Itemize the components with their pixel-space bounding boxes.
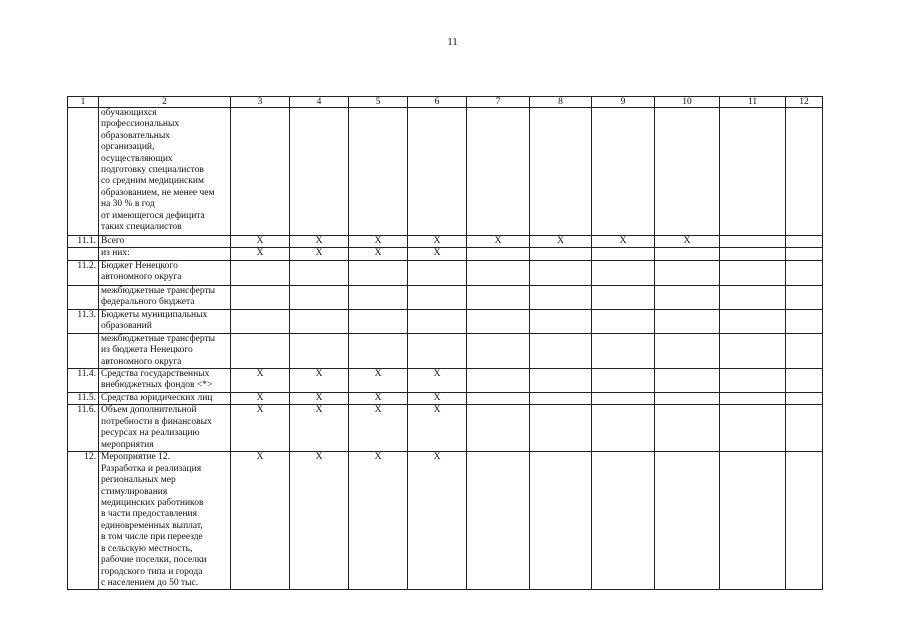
cell-col-6 — [408, 309, 467, 333]
cell-col-7 — [467, 285, 530, 309]
cell-col-3: X — [231, 452, 290, 590]
cell-col-6 — [408, 108, 467, 236]
cell-col-3 — [231, 285, 290, 309]
page-number: 11 — [447, 36, 458, 48]
cell-col-9 — [592, 260, 655, 285]
row-number: 11.1. — [68, 236, 99, 248]
cell-col-4: X — [290, 405, 349, 452]
table-row — [68, 393, 823, 405]
cell-col-11 — [720, 452, 786, 590]
cell-col-6: X — [408, 236, 467, 248]
cell-col-11 — [720, 285, 786, 309]
cell-col-10 — [655, 260, 720, 285]
cell-col-9 — [592, 285, 655, 309]
cell-col-3 — [231, 108, 290, 236]
row-description: Объем дополнительной потребности в финансовых ресурсах на реализацию мероприятия — [99, 405, 231, 452]
row-number: 12. — [68, 452, 99, 590]
cell-col-6 — [408, 333, 467, 368]
cell-col-7 — [467, 393, 530, 405]
cell-col-3: X — [231, 369, 290, 393]
cell-col-4 — [290, 108, 349, 236]
cell-col-3: X — [231, 236, 290, 248]
table-row — [68, 260, 823, 285]
cell-col-6 — [408, 285, 467, 309]
column-header-1: 1 — [68, 97, 99, 108]
row-number: 11.3. — [68, 309, 99, 333]
cell-col-8 — [530, 260, 592, 285]
cell-col-11 — [720, 333, 786, 368]
cell-col-7 — [467, 405, 530, 452]
cell-col-3 — [231, 333, 290, 368]
cell-col-6 — [408, 260, 467, 285]
cell-col-12 — [786, 333, 823, 368]
cell-col-8 — [530, 405, 592, 452]
row-description: из них: — [99, 248, 231, 260]
cell-col-9 — [592, 108, 655, 236]
table-row — [68, 309, 823, 333]
cell-col-7 — [467, 333, 530, 368]
cell-col-6: X — [408, 369, 467, 393]
cell-col-11 — [720, 309, 786, 333]
cell-col-5: X — [349, 236, 408, 248]
cell-col-8 — [530, 285, 592, 309]
cell-col-10 — [655, 405, 720, 452]
row-description: Всего — [99, 236, 231, 248]
cell-col-10 — [655, 369, 720, 393]
cell-col-9 — [592, 248, 655, 260]
cell-col-8 — [530, 452, 592, 590]
cell-col-4: X — [290, 248, 349, 260]
cell-col-4 — [290, 333, 349, 368]
cell-col-5 — [349, 285, 408, 309]
row-number: 11.5. — [68, 393, 99, 405]
cell-col-3 — [231, 309, 290, 333]
cell-col-7 — [467, 260, 530, 285]
row-description: Бюджеты муниципальных образований — [99, 309, 231, 333]
column-header-5: 5 — [349, 97, 408, 108]
cell-col-9 — [592, 393, 655, 405]
cell-col-4 — [290, 260, 349, 285]
cell-col-11 — [720, 260, 786, 285]
cell-col-6: X — [408, 248, 467, 260]
cell-col-5 — [349, 309, 408, 333]
cell-col-6: X — [408, 405, 467, 452]
row-description: Средства юридических лиц — [99, 393, 231, 405]
cell-col-3: X — [231, 393, 290, 405]
column-header-3: 3 — [231, 97, 290, 108]
cell-col-5: X — [349, 369, 408, 393]
cell-col-9 — [592, 333, 655, 368]
cell-col-7 — [467, 309, 530, 333]
cell-col-12 — [786, 260, 823, 285]
cell-col-12 — [786, 248, 823, 260]
cell-col-10 — [655, 248, 720, 260]
cell-col-8 — [530, 393, 592, 405]
cell-col-7: X — [467, 236, 530, 248]
column-header-8: 8 — [530, 97, 592, 108]
cell-col-4: X — [290, 369, 349, 393]
row-description: Бюджет Ненецкого автономного округа — [99, 260, 231, 285]
table-body — [68, 97, 823, 590]
row-number — [68, 248, 99, 260]
cell-col-7 — [467, 369, 530, 393]
table-row — [68, 333, 823, 368]
cell-col-4: X — [290, 452, 349, 590]
row-description: Мероприятие 12. Разработка и реализация региональных мер стимулирования медицинских работников в части предоставления единовременных выплат, в том числе при переезде в сельскую местность, рабочие поселки, поселки городского типа и города с населением до 50 тыс. — [99, 452, 231, 590]
cell-col-12 — [786, 405, 823, 452]
cell-col-5 — [349, 260, 408, 285]
budget-table — [67, 96, 823, 590]
cell-col-10 — [655, 333, 720, 368]
cell-col-10: X — [655, 236, 720, 248]
row-number: 11.2. — [68, 260, 99, 285]
column-header-6: 6 — [408, 97, 467, 108]
row-number — [68, 333, 99, 368]
cell-col-9 — [592, 369, 655, 393]
cell-col-12 — [786, 236, 823, 248]
cell-col-9 — [592, 405, 655, 452]
table-row — [68, 236, 823, 248]
table-row — [68, 405, 823, 452]
cell-col-8 — [530, 369, 592, 393]
cell-col-4: X — [290, 236, 349, 248]
table-row — [68, 108, 823, 236]
cell-col-8 — [530, 309, 592, 333]
column-header-12: 12 — [786, 97, 823, 108]
row-number — [68, 108, 99, 236]
row-number: 11.4. — [68, 369, 99, 393]
cell-col-11 — [720, 108, 786, 236]
cell-col-6: X — [408, 452, 467, 590]
cell-col-3 — [231, 260, 290, 285]
cell-col-11 — [720, 405, 786, 452]
cell-col-5: X — [349, 452, 408, 590]
column-header-4: 4 — [290, 97, 349, 108]
cell-col-5 — [349, 333, 408, 368]
row-number — [68, 285, 99, 309]
row-description: Средства государственных внебюджетных фондов <*> — [99, 369, 231, 393]
cell-col-7 — [467, 248, 530, 260]
cell-col-10 — [655, 452, 720, 590]
cell-col-9 — [592, 309, 655, 333]
cell-col-12 — [786, 369, 823, 393]
cell-col-5: X — [349, 405, 408, 452]
cell-col-4: X — [290, 393, 349, 405]
cell-col-12 — [786, 309, 823, 333]
row-description: межбюджетные трансферты федерального бюджета — [99, 285, 231, 309]
cell-col-12 — [786, 452, 823, 590]
cell-col-12 — [786, 108, 823, 236]
row-number: 11.6. — [68, 405, 99, 452]
cell-col-8 — [530, 333, 592, 368]
cell-col-4 — [290, 285, 349, 309]
cell-col-10 — [655, 393, 720, 405]
column-header-2: 2 — [99, 97, 231, 108]
cell-col-10 — [655, 108, 720, 236]
cell-col-10 — [655, 309, 720, 333]
table-row — [68, 369, 823, 393]
column-header-9: 9 — [592, 97, 655, 108]
row-description: межбюджетные трансферты из бюджета Ненецкого автономного округа — [99, 333, 231, 368]
cell-col-11 — [720, 248, 786, 260]
cell-col-12 — [786, 393, 823, 405]
column-header-10: 10 — [655, 97, 720, 108]
cell-col-7 — [467, 108, 530, 236]
cell-col-5: X — [349, 393, 408, 405]
cell-col-6: X — [408, 393, 467, 405]
column-header-11: 11 — [720, 97, 786, 108]
row-description: обучающихся профессиональных образовательных организаций, осуществляющих подготовку специалистов со средним медицинским образованием, не менее чем на 30 % в год от имеющегося дефицита таких специалистов — [99, 108, 231, 236]
column-header-7: 7 — [467, 97, 530, 108]
cell-col-4 — [290, 309, 349, 333]
cell-col-5 — [349, 108, 408, 236]
table-row — [68, 452, 823, 590]
cell-col-12 — [786, 285, 823, 309]
cell-col-3: X — [231, 405, 290, 452]
cell-col-5: X — [349, 248, 408, 260]
cell-col-8: X — [530, 236, 592, 248]
cell-col-11 — [720, 369, 786, 393]
cell-col-11 — [720, 393, 786, 405]
cell-col-3: X — [231, 248, 290, 260]
cell-col-8 — [530, 248, 592, 260]
header-row — [68, 97, 823, 108]
table-row — [68, 285, 823, 309]
cell-col-9: X — [592, 236, 655, 248]
cell-col-8 — [530, 108, 592, 236]
cell-col-10 — [655, 285, 720, 309]
table-row — [68, 248, 823, 260]
cell-col-7 — [467, 452, 530, 590]
cell-col-11 — [720, 236, 786, 248]
cell-col-9 — [592, 452, 655, 590]
